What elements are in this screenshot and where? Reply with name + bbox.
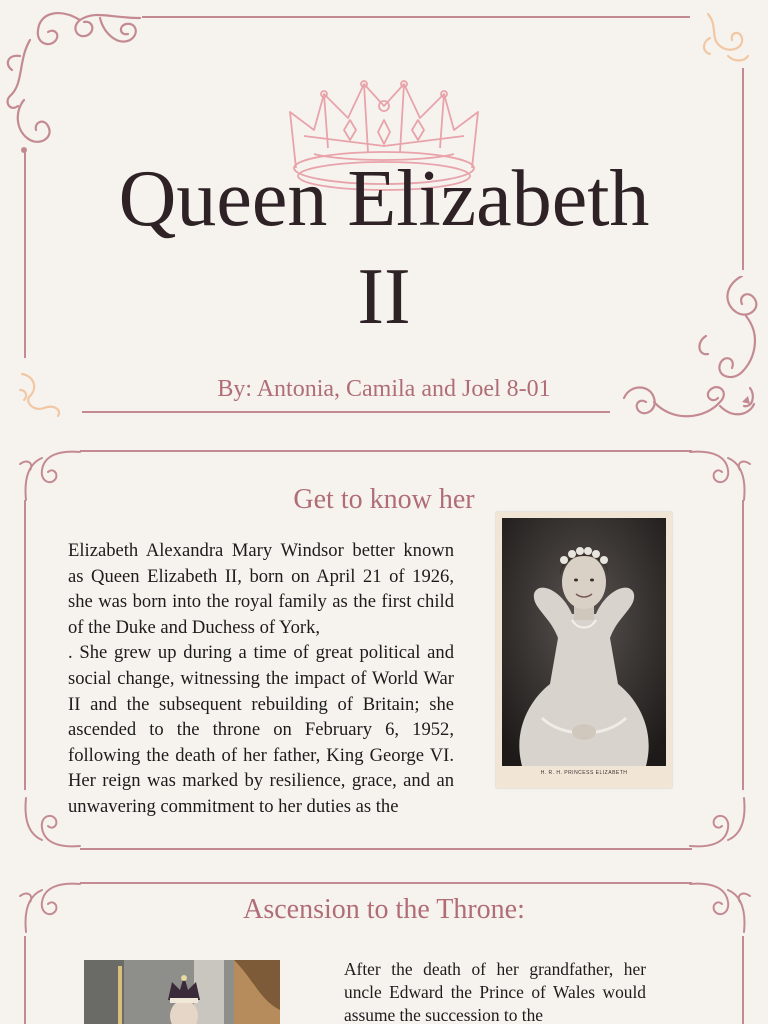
frame-top — [80, 450, 692, 452]
top-rule — [142, 16, 690, 18]
section-paragraph: Elizabeth Alexandra Mary Windsor better known as Queen Elizabeth II, born on April 21 of 1926, she was born into the royal family as the first child of the Duke and Duchess of York, . She grew up during a time of great political and social change, witnessing the impact of World War II and the subsequent rebuilding of Britain; she ascended to the throne on February 6, 1952, following the death of her father, King George VI. Her reign was marked by resilience, grace, and an unwavering commitment to her duties as the — [68, 540, 454, 817]
frame-right — [742, 500, 744, 790]
corner-flourish-top-right-icon — [686, 440, 756, 504]
coronation-photo-image — [84, 960, 280, 1024]
frame-top — [80, 882, 692, 884]
page-title — [0, 150, 768, 346]
photo-caption: H. R. H. PRINCESS ELIZABETH — [540, 770, 628, 776]
corner-flourish-top-left-icon — [14, 872, 84, 936]
flourish-top-right-icon — [698, 8, 758, 68]
frame-right — [742, 936, 744, 1024]
section-paragraph: After the death of her grandfather, her uncle Edward the Prince of Wales would assume the succession to the — [344, 959, 646, 1024]
section-heading: Get to know her — [293, 484, 475, 515]
bottom-rule — [82, 411, 610, 413]
corner-flourish-top-left-icon — [14, 440, 84, 504]
section-heading: Ascension to the Throne: — [243, 894, 525, 925]
title-line-1: Queen Elizabeth — [118, 155, 650, 243]
frame-left — [24, 936, 26, 1024]
corner-flourish-top-right-icon — [686, 872, 756, 936]
princess-portrait-image — [502, 518, 666, 766]
princess-photo — [496, 512, 672, 788]
flourish-top-left-icon — [0, 0, 150, 160]
byline: By: Antonia, Camila and Joel 8-01 — [217, 376, 551, 402]
frame-left — [24, 500, 26, 790]
title-line-2: II — [357, 253, 411, 341]
corner-flourish-bottom-right-icon — [686, 794, 756, 858]
